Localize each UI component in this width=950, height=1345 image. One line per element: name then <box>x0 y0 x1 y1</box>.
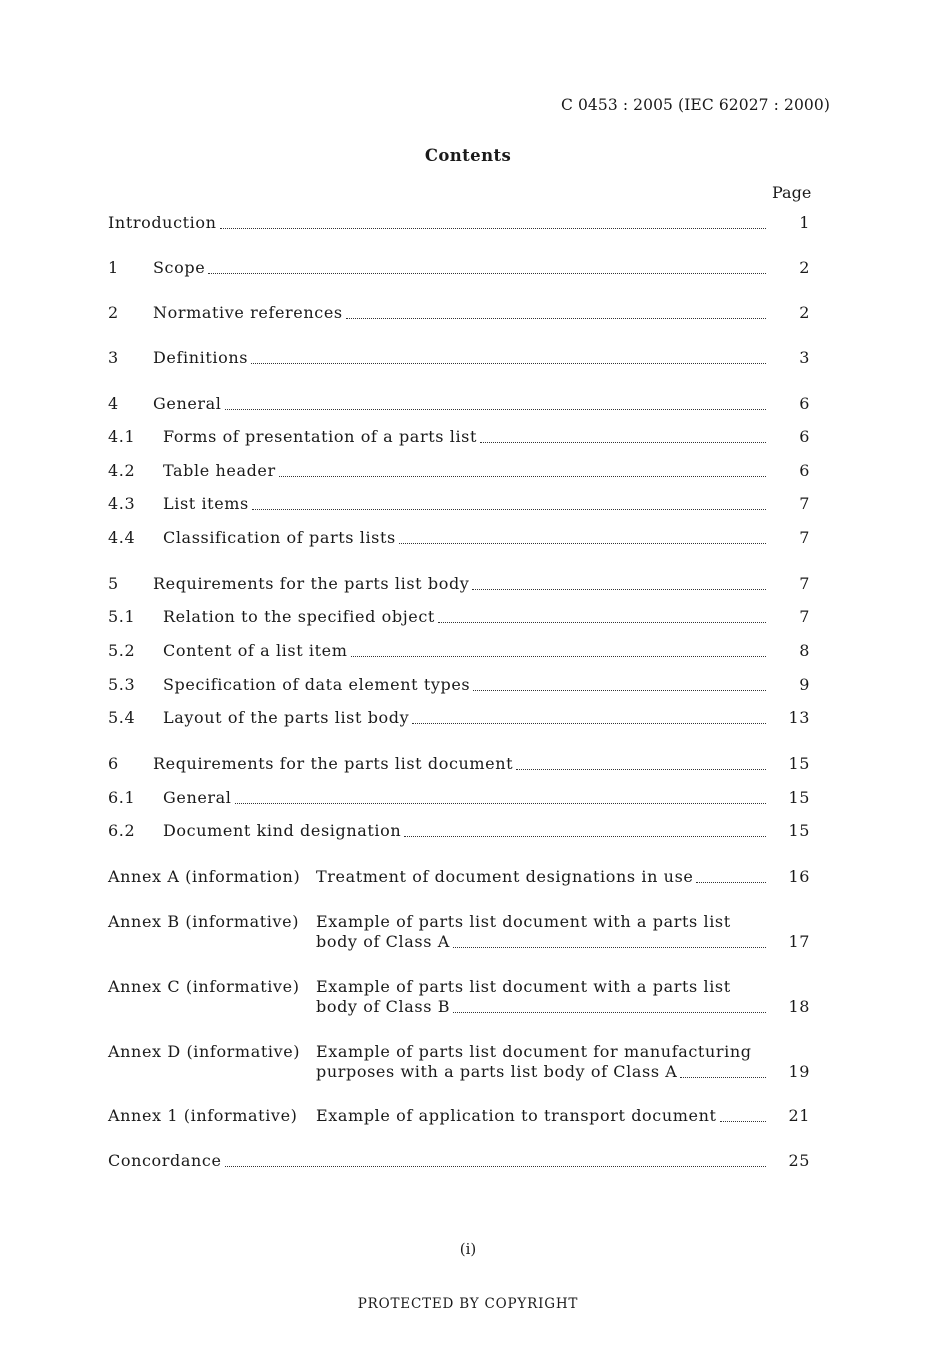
toc-entry-number: 2 <box>108 303 119 322</box>
annex-title <box>316 1042 768 1082</box>
annex-title-line-1: Example of parts list document with a parts list <box>316 912 731 931</box>
dot-leader <box>680 1076 766 1078</box>
annex-title-line-1: Example of parts list document with a parts list <box>316 977 731 996</box>
annex-title-line: Treatment of document designations in use <box>316 867 694 886</box>
toc-entry-page: 15 <box>788 821 810 840</box>
toc-entry-number: 6.2 <box>108 821 136 840</box>
dot-leader <box>346 317 766 319</box>
dot-leader <box>235 802 766 804</box>
page-title: Contents <box>424 146 512 165</box>
annex-label: Annex D (informative) <box>108 1042 301 1061</box>
toc-entry-number: 4.1 <box>108 427 136 446</box>
annex-title <box>316 1106 768 1126</box>
dot-leader <box>453 1011 766 1013</box>
toc-entry-page: 21 <box>788 1106 810 1125</box>
toc-entry-title: Relation to the specified object <box>163 607 435 626</box>
toc-entry-page: 7 <box>799 494 810 513</box>
toc-entry-page: 3 <box>799 348 810 367</box>
dot-leader <box>251 362 766 364</box>
annex-title-line-2: body of Class A <box>316 932 450 951</box>
annex-label: Annex A (information) <box>108 867 301 886</box>
toc-entry-number: 6.1 <box>108 788 136 807</box>
toc-entry-page: 1 <box>799 213 810 232</box>
dot-leader <box>472 588 766 590</box>
page-column-label: Page <box>772 183 812 202</box>
toc-entry-page: 13 <box>788 708 810 727</box>
annex-title <box>316 867 768 887</box>
toc-entry-number: 4.3 <box>108 494 136 513</box>
toc-entry-page: 6 <box>799 394 810 413</box>
toc-entry-title: Layout of the parts list body <box>163 708 410 727</box>
toc-entry-page: 18 <box>788 997 810 1016</box>
dot-leader <box>696 881 766 883</box>
toc-entry-page: 9 <box>799 675 810 694</box>
toc-entry-title: Classification of parts lists <box>163 528 396 547</box>
dot-leader <box>720 1120 766 1122</box>
annex-label: Annex C (informative) <box>108 977 300 996</box>
toc-entry-title: Normative references <box>153 303 343 322</box>
toc-entry-title: Specification of data element types <box>163 675 471 694</box>
annex-label: Annex 1 (informative) <box>108 1106 298 1125</box>
dot-leader <box>351 655 766 657</box>
annex-title-line-1: Example of parts list document for manufacturing <box>316 1042 752 1061</box>
toc-entry-page: 15 <box>788 754 810 773</box>
dot-leader <box>225 408 766 410</box>
toc-entry-page: 15 <box>788 788 810 807</box>
annex-title-line-2: body of Class B <box>316 997 451 1016</box>
dot-leader <box>412 722 766 724</box>
toc-entry-page: 16 <box>788 867 810 886</box>
toc-entry-number: 5.1 <box>108 607 136 626</box>
toc-entry-number: 5.3 <box>108 675 136 694</box>
dot-leader <box>279 475 766 477</box>
toc-entry-annex-1[interactable] <box>108 1106 810 1126</box>
toc-entry-title: Introduction <box>108 213 217 232</box>
toc-entry-page: 6 <box>799 461 810 480</box>
toc-entry-title: Forms of presentation of a parts list <box>163 427 477 446</box>
dot-leader <box>473 689 766 691</box>
dot-leader <box>453 946 766 948</box>
toc-entry-title: Requirements for the parts list document <box>153 754 514 773</box>
annex-label: Annex B (informative) <box>108 912 300 931</box>
dot-leader <box>225 1165 766 1167</box>
standard-code: C 0453 : 2005 (IEC 62027 : 2000) <box>560 96 830 114</box>
dot-leader <box>438 621 766 623</box>
toc-entry-number: 6 <box>108 754 119 773</box>
toc-entry-title: Scope <box>153 258 206 277</box>
toc-entry-annex-d[interactable] <box>108 1042 810 1082</box>
dot-leader <box>252 508 766 510</box>
toc-entry-page: 7 <box>799 528 810 547</box>
dot-leader <box>516 768 766 770</box>
page-number: (i) <box>459 1240 477 1258</box>
toc-entry-page: 17 <box>788 932 810 951</box>
dot-leader <box>399 542 766 544</box>
toc-entry-title: Definitions <box>153 348 249 367</box>
toc-entry-title: Requirements for the parts list body <box>153 574 470 593</box>
toc-entry-annex-a[interactable] <box>108 867 810 887</box>
dot-leader <box>404 835 766 837</box>
toc-entry-page: 19 <box>788 1062 810 1081</box>
toc-entry-title: General <box>153 394 222 413</box>
toc-entry-page: 6 <box>799 427 810 446</box>
toc-entry-page: 8 <box>799 641 810 660</box>
toc-entry-page: 7 <box>799 607 810 626</box>
toc-entry-number: 5 <box>108 574 119 593</box>
toc-entry-page: 2 <box>799 303 810 322</box>
annex-title <box>316 912 768 952</box>
toc-entry-title: Document kind designation <box>163 821 402 840</box>
annex-title-line: Example of application to transport document <box>316 1106 717 1125</box>
toc-entry-number: 4.2 <box>108 461 136 480</box>
toc-entry-annex-c[interactable] <box>108 977 810 1017</box>
toc-entry-page: 7 <box>799 574 810 593</box>
toc-entry-number: 4 <box>108 394 119 413</box>
toc-entry-number: 3 <box>108 348 119 367</box>
dot-leader <box>480 441 766 443</box>
toc-entry-annex-b[interactable] <box>108 912 810 952</box>
annex-title-line-2: purposes with a parts list body of Class A <box>316 1062 678 1081</box>
copyright-notice: PROTECTED BY COPYRIGHT <box>357 1296 579 1312</box>
toc-entry-number: 5.2 <box>108 641 136 660</box>
annex-title <box>316 977 768 1017</box>
toc-entry-page: 2 <box>799 258 810 277</box>
toc-entry-number: 5.4 <box>108 708 136 727</box>
toc-entry-page: 25 <box>788 1151 810 1170</box>
toc-entry-title: General <box>163 788 232 807</box>
toc-entry-number: 4.4 <box>108 528 136 547</box>
dot-leader <box>208 272 766 274</box>
toc-entry-number: 1 <box>108 258 119 277</box>
toc-entry-title: Content of a list item <box>163 641 348 660</box>
toc-entry-title: Concordance <box>108 1151 222 1170</box>
dot-leader <box>220 227 766 229</box>
toc-entry-title: List items <box>163 494 249 513</box>
toc-entry-title: Table header <box>163 461 276 480</box>
